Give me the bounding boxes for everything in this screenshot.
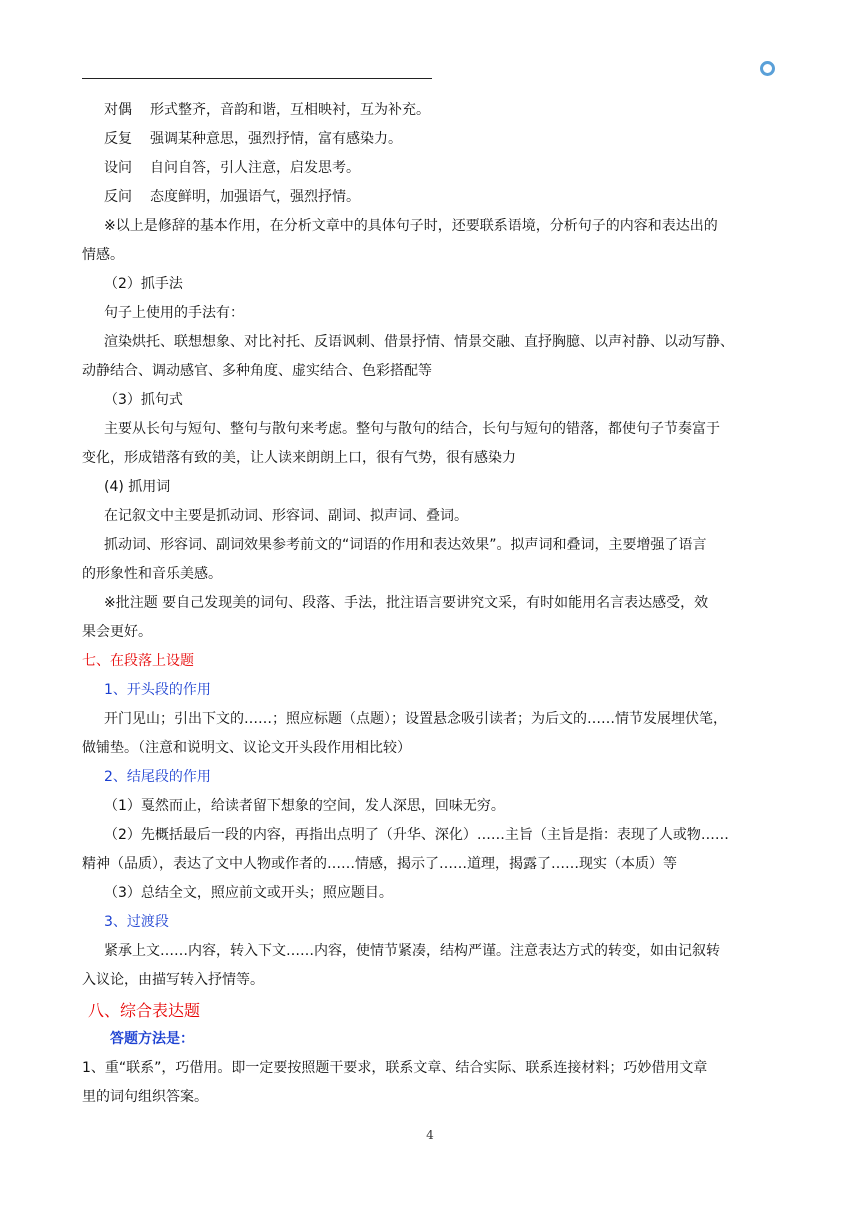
def-desc: 态度鲜明，加强语气，强烈抒情。 xyxy=(150,189,360,205)
subsection-title: 3、过渡段 xyxy=(104,914,169,930)
paragraph: 变化，形成错落有致的美，让人读来朗朗上口，很有气势，很有感染力 xyxy=(82,450,516,466)
def-desc: 自问自答，引人注意，启发思考。 xyxy=(150,160,360,176)
paragraph: 做铺垫。（注意和说明文、议论文开头段作用相比较） xyxy=(82,740,411,756)
circle-icon xyxy=(760,61,775,76)
paragraph: 动静结合、调动感官、多种角度、虚实结合、色彩搭配等 xyxy=(82,363,432,379)
def-term: 设问 xyxy=(104,160,132,176)
subsection-title: (4) 抓用词 xyxy=(104,479,171,495)
subsection-title: （3）抓句式 xyxy=(104,392,183,408)
note-text: ※以上是修辞的基本作用，在分析文章中的具体句子时，还要联系语境，分析句子的内容和表达出的 xyxy=(104,218,718,234)
paragraph: 里的词句组织答案。 xyxy=(82,1089,208,1105)
note-text: 情感。 xyxy=(82,247,124,263)
def-desc: 形式整齐，音韵和谐，互相映衬，互为补充。 xyxy=(150,102,430,118)
def-desc: 强调某种意思，强烈抒情，富有感染力。 xyxy=(150,131,402,147)
list-item: （3）总结全文，照应前文或开头；照应题目。 xyxy=(104,885,393,901)
section-title: 八、综合表达题 xyxy=(88,1001,201,1020)
def-term: 反复 xyxy=(104,131,132,147)
def-row xyxy=(82,183,782,212)
note-text: 果会更好。 xyxy=(82,624,152,640)
paragraph: 入议论，由描写转入抒情等。 xyxy=(82,972,264,988)
list-item: （2）先概括最后一段的内容，再指出点明了（升华、深化）……主旨（主旨是指：表现了人或物…… xyxy=(104,827,729,843)
def-term: 对偶 xyxy=(104,102,132,118)
def-row xyxy=(82,125,782,154)
subsection-title: 1、开头段的作用 xyxy=(104,682,211,698)
paragraph: 主要从长句与短句、整句与散句来考虑。整句与散句的结合，长句与短句的错落，都使句子节奏富于 xyxy=(104,421,720,437)
header-rule xyxy=(82,78,432,79)
paragraph: 句子上使用的手法有： xyxy=(104,305,244,321)
def-row xyxy=(82,96,782,125)
def-row xyxy=(82,154,782,183)
list-item: 精神（品质），表达了文中人物或作者的……情感，揭示了……道理，揭露了……现实（本质）等 xyxy=(82,856,677,872)
subsection-title: （2）抓手法 xyxy=(104,276,183,292)
paragraph: 在记叙文中主要是抓动词、形容词、副词、拟声词、叠词。 xyxy=(104,508,468,524)
list-item: （1）戛然而止，给读者留下想象的空间，发人深思，回味无穷。 xyxy=(104,798,505,814)
paragraph: 1、重“联系”，巧借用。即一定要按照题干要求，联系文章、结合实际、联系连接材料；巧妙借用文章 xyxy=(82,1060,708,1076)
paragraph: 紧承上文……内容，转入下文……内容，使情节紧凑，结构严谨。注意表达方式的转变，如由记叙转 xyxy=(104,943,720,959)
paragraph: 抓动词、形容词、副词效果参考前文的“词语的作用和表达效果”。拟声词和叠词，主要增强了语言 xyxy=(104,537,707,553)
page-number: 4 xyxy=(426,1128,434,1142)
paragraph: 开门见山；引出下文的……；照应标题（点题）；设置悬念吸引读者；为后文的……情节发展埋伏笔， xyxy=(104,711,727,727)
def-term: 反问 xyxy=(104,189,132,205)
paragraph: 的形象性和音乐美感。 xyxy=(82,566,222,582)
subsection-title: 2、结尾段的作用 xyxy=(104,769,211,785)
section-title: 七、在段落上设题 xyxy=(82,653,194,669)
paragraph: 渲染烘托、联想想象、对比衬托、反语讽刺、借景抒情、情景交融、直抒胸臆、以声衬静、以动写静、 xyxy=(104,334,734,350)
method-label: 答题方法是： xyxy=(110,1031,194,1047)
note-text: ※批注题 要自己发现美的词句、段落、手法，批注语言要讲究文采，有时如能用名言表达感受，效 xyxy=(104,595,709,611)
page-content xyxy=(82,96,782,1112)
